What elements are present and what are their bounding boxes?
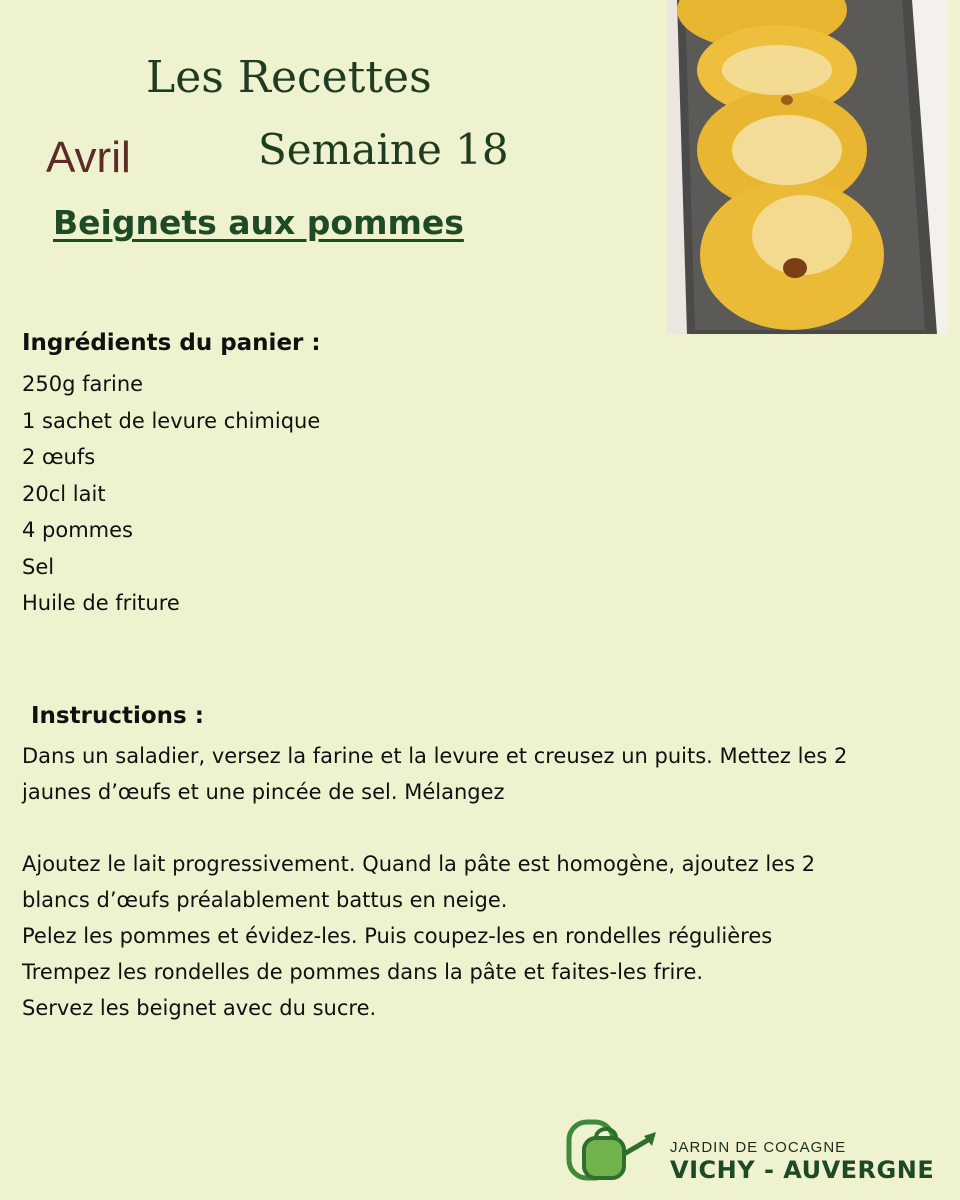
logo-line1: JARDIN DE COCAGNE <box>670 1139 847 1156</box>
ingredient-item: 1 sachet de levure chimique <box>22 408 321 433</box>
instructions-body <box>22 738 922 1026</box>
ingredients-heading: Ingrédients du panier : <box>22 330 321 356</box>
ingredient-item: Sel <box>22 554 55 579</box>
ingredient-item: 2 œufs <box>22 445 96 469</box>
jardin-de-cocagne-logo <box>566 1118 936 1184</box>
ingredient-item: Huile de friture <box>22 591 180 615</box>
logo-line2: VICHY - AUVERGNE <box>670 1156 935 1184</box>
instruction-line: Pelez les pommes et évidez-les. Puis coupez-les en rondelles régulières <box>22 924 773 948</box>
instruction-line: Servez les beignet avec du sucre. <box>22 996 377 1020</box>
ingredient-item: 4 pommes <box>22 518 133 542</box>
week-label: Semaine 18 <box>258 125 509 174</box>
ingredients-list <box>22 366 320 622</box>
recipe-title: Beignets aux pommes <box>53 203 464 242</box>
instruction-line: jaunes d’œufs et une pincée de sel. Mélangez <box>22 780 505 804</box>
month-label: Avril <box>46 133 131 182</box>
ingredient-item: 250g farine <box>22 372 144 396</box>
instruction-line: Dans un saladier, versez la farine et la levure et creusez un puits. Mettez les 2 <box>22 744 848 768</box>
instructions-heading: Instructions : <box>31 703 204 729</box>
instruction-line: Ajoutez le lait progressivement. Quand la pâte est homogène, ajoutez les 2 <box>22 852 816 876</box>
watering-can-logo-icon <box>566 1118 662 1184</box>
instruction-line: blancs d’œufs préalablement battus en neige. <box>22 888 508 912</box>
instruction-line: Trempez les rondelles de pommes dans la pâte et faites-les frire. <box>22 960 704 984</box>
apple-fritters-photo <box>667 0 948 334</box>
paragraph-gap <box>22 810 922 846</box>
ingredient-item: 20cl lait <box>22 481 106 506</box>
page-title: Les Recettes <box>146 52 432 103</box>
